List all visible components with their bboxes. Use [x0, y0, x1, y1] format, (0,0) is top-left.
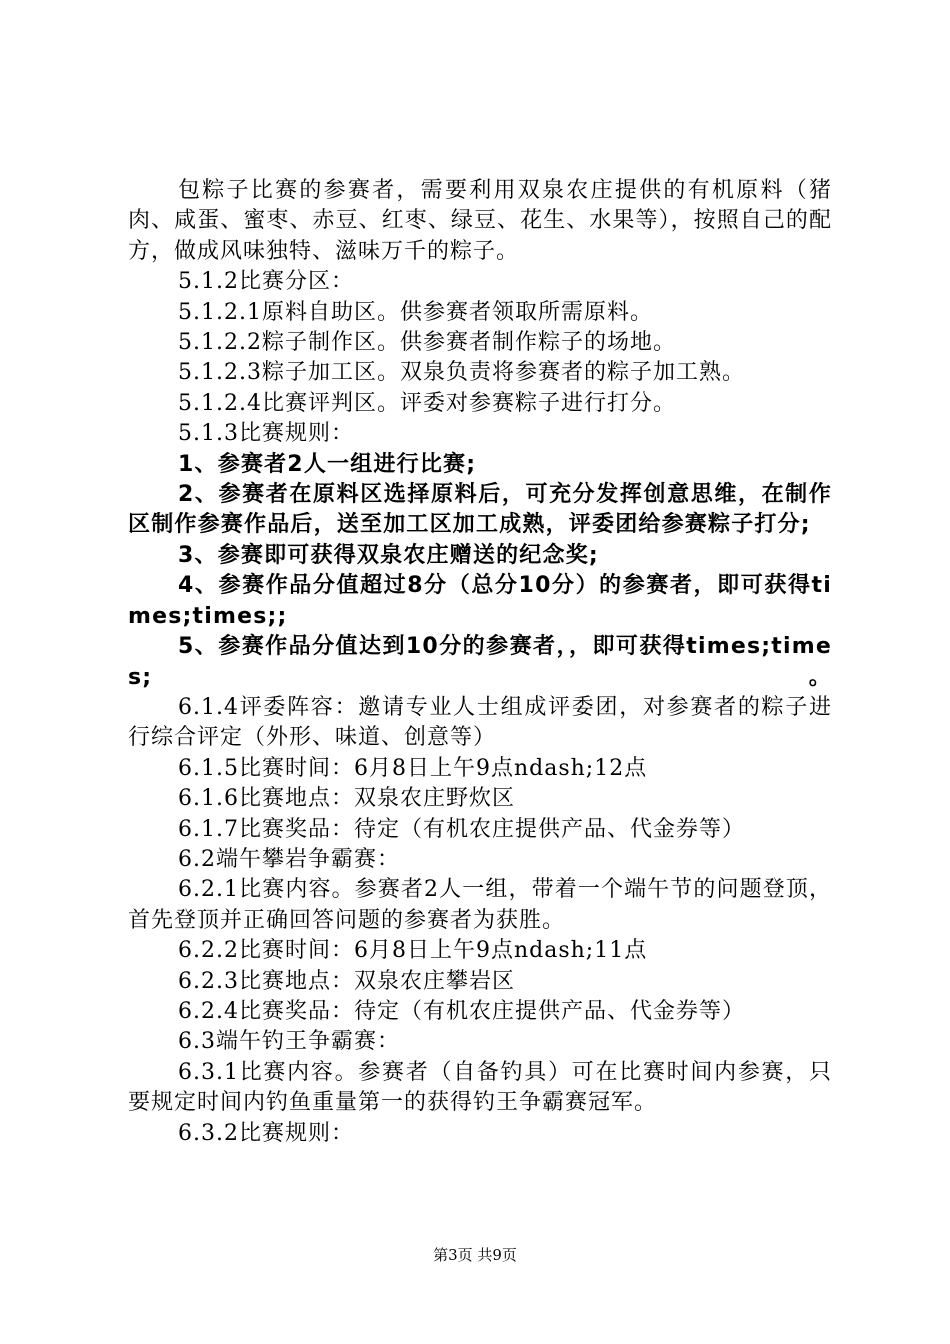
paragraph-section-5-1-2-2: 5.1.2.2粽子制作区。供参赛者制作粽子的场地。: [178, 330, 676, 356]
rule-item-1: 1、参赛者2人一组进行比赛;: [178, 451, 477, 477]
paragraph-section-6-1-6: 6.1.6比赛地点：双泉农庄野炊区: [178, 786, 515, 812]
paragraph-section-6-3-2: 6.3.2比赛规则：: [178, 1120, 354, 1146]
rule-item-2: 2、参赛者在原料区选择原料后，可充分发挥创意思维，在制作区制作参赛作品后，送至加工区加工成熟，评委团给参赛粽子打分;: [128, 482, 832, 538]
page-number-footer: 第3页 共9页: [433, 1246, 517, 1264]
paragraph-section-6-1-4: 6.1.4评委阵容：邀请专业人士组成评委团，对参赛者的粽子进行综合评定（外形、味道、创意等）: [128, 694, 832, 751]
paragraph-section-5-1-2-3: 5.1.2.3粽子加工区。双泉负责将参赛者的粽子加工熟。: [178, 360, 745, 386]
paragraph-section-6-2-4: 6.2.4比赛奖品：待定（有机农庄提供产品、代金券等）: [178, 998, 745, 1024]
document-body: [128, 176, 832, 1149]
paragraph-section-6-1-5: 6.1.5比赛时间：6月8日上午9点ndash;12点: [178, 755, 648, 781]
paragraph-section-5-1-2-4: 5.1.2.4比赛评判区。评委对参赛粽子进行打分。: [178, 390, 676, 416]
rule-item-5: 5、参赛作品分值达到10分的参赛者，，即可获得times;times;。: [128, 634, 832, 690]
paragraph-intro: 包粽子比赛的参赛者，需要利用双泉农庄提供的有机原料（猪肉、咸蛋、蜜枣、赤豆、红枣、绿豆、花生、水果等），按照自己的配方，做成风味独特、滋味万千的粽子。: [128, 178, 832, 264]
paragraph-section-6-1-7: 6.1.7比赛奖品：待定（有机农庄提供产品、代金券等）: [178, 816, 745, 842]
paragraph-section-5-1-2: 5.1.2比赛分区：: [178, 269, 354, 295]
rule-item-3: 3、参赛即可获得双泉农庄赠送的纪念奖;: [178, 542, 599, 568]
paragraph-section-5-1-3: 5.1.3比赛规则：: [178, 421, 354, 447]
paragraph-section-6-3-1: 6.3.1比赛内容。参赛者（自备钓具）可在比赛时间内参赛，只要规定时间内钓鱼重量第一的获得钓王争霸赛冠军。: [128, 1059, 832, 1116]
paragraph-section-6-3: 6.3端午钓王争霸赛：: [178, 1029, 400, 1055]
paragraph-section-5-1-2-1: 5.1.2.1原料自助区。供参赛者领取所需原料。: [178, 299, 653, 325]
paragraph-section-6-2: 6.2端午攀岩争霸赛：: [178, 846, 400, 872]
rule-item-4: 4、参赛作品分值超过8分（总分10分）的参赛者，即可获得times;times;;: [128, 573, 832, 629]
paragraph-section-6-2-1: 6.2.1比赛内容。参赛者2人一组，带着一个端午节的问题登顶，首先登顶并正确回答问题的参赛者为获胜。: [128, 877, 832, 933]
paragraph-section-6-2-3: 6.2.3比赛地点：双泉农庄攀岩区: [178, 968, 515, 994]
paragraph-section-6-2-2: 6.2.2比赛时间：6月8日上午9点ndash;11点: [178, 938, 648, 964]
